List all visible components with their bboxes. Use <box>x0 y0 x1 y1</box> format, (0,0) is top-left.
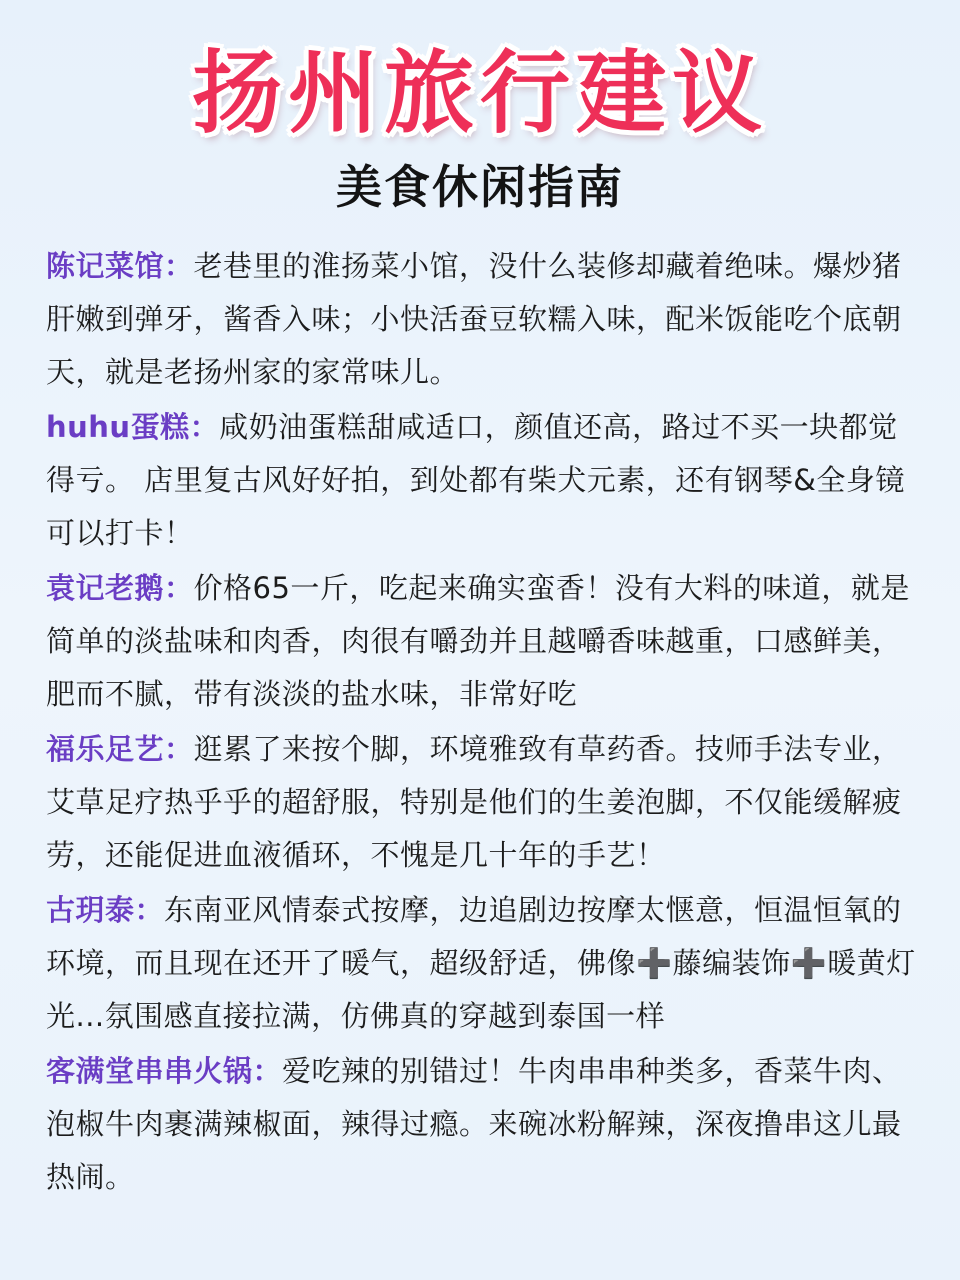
entry-colon: ： <box>164 571 194 605</box>
page-title: 扬州旅行建议 <box>192 40 768 146</box>
entry-huhu-cake <box>46 401 916 560</box>
recommendation-list <box>46 240 916 1206</box>
entry-colon: ： <box>134 893 165 927</box>
entry-description: 爱吃辣的别错过！牛肉串串种类多，香菜牛肉、泡椒牛肉裹满辣椒面，辣得过瘾。来碗冰粉解辣，深夜撸串这儿最热闹。 <box>46 1054 902 1194</box>
entry-colon: ： <box>164 249 194 283</box>
entry-name: 古玥泰 <box>46 893 135 927</box>
entry-description: 逛累了来按个脚，环境雅致有草药香。技师手法专业，艾草足疗热乎乎的超舒服，特别是他们的生姜泡脚，不仅能缓解疲劳，还能促进血液循环，不愧是几十年的手艺！ <box>46 732 902 872</box>
entry-colon: ： <box>164 732 194 766</box>
entry-fule-foot-spa <box>46 723 916 882</box>
entry-description: 价格65一斤，吃起来确实蛮香！没有大料的味道，就是简单的淡盐味和肉香，肉很有嚼劲并且越嚼香味越重，口感鲜美，肥而不腻，带有淡淡的盐水味，非常好吃 <box>46 571 910 711</box>
entry-chenji-restaurant <box>46 240 916 399</box>
entry-description: 老巷里的淮扬菜小馆，没什么装修却藏着绝味。爆炒猪肝嫩到弹牙，酱香入味；小快活蚕豆软糯入味，配米饭能吃个底朝天，就是老扬州家的家常味儿。 <box>46 249 902 389</box>
entry-name: 客满堂串串火锅 <box>46 1054 253 1088</box>
entry-name: 袁记老鹅 <box>46 571 165 605</box>
entry-name: 福乐足艺 <box>46 732 165 766</box>
entry-description: 东南亚风情泰式按摩，边追剧边按摩太惬意，恒温恒氧的环境，而且现在还开了暖气，超级舒适，佛像➕藤编装饰➕暖黄灯光...氛围感直接拉满，仿佛真的穿越到泰国一样 <box>46 893 916 1033</box>
entry-yuanji-goose <box>46 562 916 721</box>
entry-name: 陈记菜馆 <box>46 249 165 283</box>
entry-kemantang-hotpot <box>46 1045 916 1204</box>
entry-colon: ： <box>189 410 220 444</box>
entry-guyuetai-massage <box>46 884 916 1043</box>
entry-colon: ： <box>252 1054 283 1088</box>
page-subtitle: 美食休闲指南 <box>336 160 624 214</box>
entry-description: 咸奶油蛋糕甜咸适口，颜值还高，路过不买一块都觉得亏。 店里复古风好好拍，到处都有柴犬元素，还有钢琴&全身镜可以打卡！ <box>46 410 905 550</box>
entry-name: huhu蛋糕 <box>46 410 190 444</box>
